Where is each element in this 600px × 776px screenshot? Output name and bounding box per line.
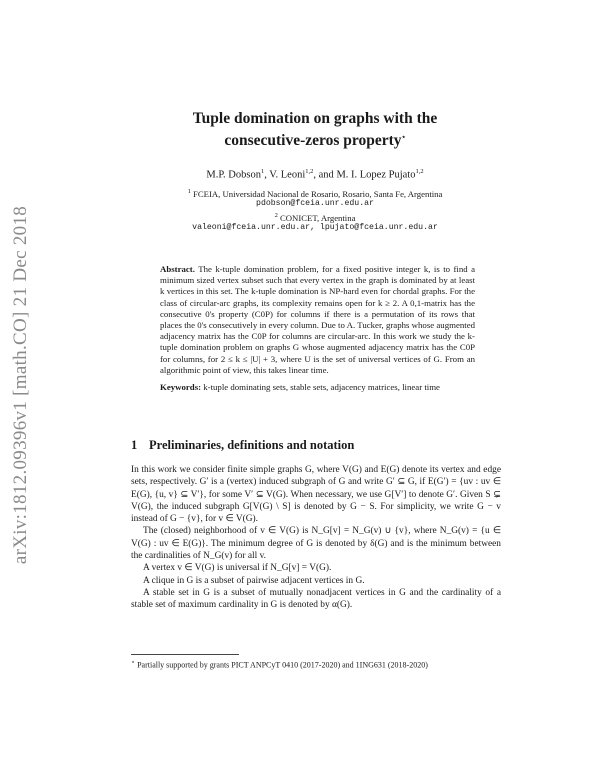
affiliation-2-sup: 2 [274,212,278,219]
email-2: valeoni@fceia.unr.edu.ar, lpujato@fceia.unr.edu.ar [192,223,438,232]
author-name: V. Leoni [269,169,306,181]
keywords-label: Keywords: [160,382,202,393]
author-name: M. I. Lopez Pujato [336,169,416,181]
paragraph: In this work we consider finite simple graphs G, where V(G) and E(G) denote its vertex and edge sets, respectively. G′ is a (vertex) induced subgraph of G and write G′ ⊆ G, if E(G′) = {uv : uv ∈ E(G), {u, v} ⊆ V′}, for some V′ ⊆ V(G). When necessary, we use G[V′] to denote G′. Given S ⊊ V(G), the induced subgraph G[V(G) \ S] is denoted by G − S. For simplicity, we write G − v instead of G − {v}, for v ∈ V(G). [131,465,501,525]
section-number: 1 [131,438,138,452]
abstract [160,264,475,393]
author-name: M.P. Dobson [206,169,261,181]
paper-title [130,109,500,150]
affiliation-1-sup: 1 [187,188,191,195]
abstract-label: Abstract. [160,264,195,274]
author-affil-sup: 1,2 [415,168,424,175]
affiliation-1-text: FCEIA, Universidad Nacional de Rosario, Rosario, Santa Fe, Argentina [193,188,443,199]
footnote-text: Partially supported by grants PICT ANPCyT 0410 (2017-2020) and 1ING631 (2018-2020) [137,660,428,670]
paragraph: A vertex v ∈ V(G) is universal if N_G[v] = V(G). [143,563,332,574]
affiliation-2-text: CONICET, Argentina [279,212,356,223]
author-separator: , [264,169,270,181]
body-text [131,464,501,612]
abstract-text: The k-tuple domination problem, for a fixed positive integer k, is to find a minimum sized vertex subset such that every vertex in the graph is dominated by at least k vertices in this set. The k-tuple domination is NP-hard even for chordal graphs. For the class of circular-arc graphs, its complexity remains open for k ≥ 2. A 0,1-matrix has the consecutive 0's property (C0P) for columns if there is a permutation of its rows that places the 0's consecutively in every column. Due to A. Tucker, graphs whose augmented adjacency matrix has the C0P for columns are circular-arc. In this work we study the k-tuple domination problem on graphs G whose augmented adjacency matrix has the C0P for columns, for 2 ≤ k ≤ |U| + 3, where U is the set of universal vertices of G. From an algorithmic point of view, this takes linear time. [160,264,475,375]
title-footnote-mark: ⋆ [401,134,406,141]
title-line-1: Tuple domination on graphs with the [192,110,438,127]
paragraph: The (closed) neighborhood of v ∈ V(G) is N_G[v] = N_G(v) ∪ {v}, where N_G(v) = {u ∈ V(G) : uv ∈ E(G)}. The minimum degree of G is denoted by δ(G) and is the minimum between the cardinalities of N_G(v) for all v. [131,526,501,562]
footnote-mark: ⋆ [131,659,136,666]
author-list [130,168,500,181]
section-title: Preliminaries, definitions and notation [149,438,355,452]
author-affil-sup: 1 [260,168,265,175]
arxiv-identifier: arXiv:1812.09396v1 [math.CO] 21 Dec 2018 [10,205,31,565]
section-heading [131,438,501,453]
author-affil-sup: 1,2 [305,168,314,175]
paragraph: A stable set in G is a subset of mutually nonadjacent vertices in G and the cardinality of a stable set of maximum cardinality in G is denoted by α(G). [131,587,501,611]
paragraph: A clique in G is a subset of pairwise adjacent vertices in G. [143,575,365,586]
title-line-2: consecutive-zeros property [224,132,402,150]
footnote [131,658,501,671]
footnote-rule [131,654,239,655]
author-separator: , and [313,169,337,181]
email-1: pdobson@fceia.unr.edu.ar [256,199,374,208]
keywords-text: k-tuple dominating sets, stable sets, adjacency matrices, linear time [203,382,440,393]
